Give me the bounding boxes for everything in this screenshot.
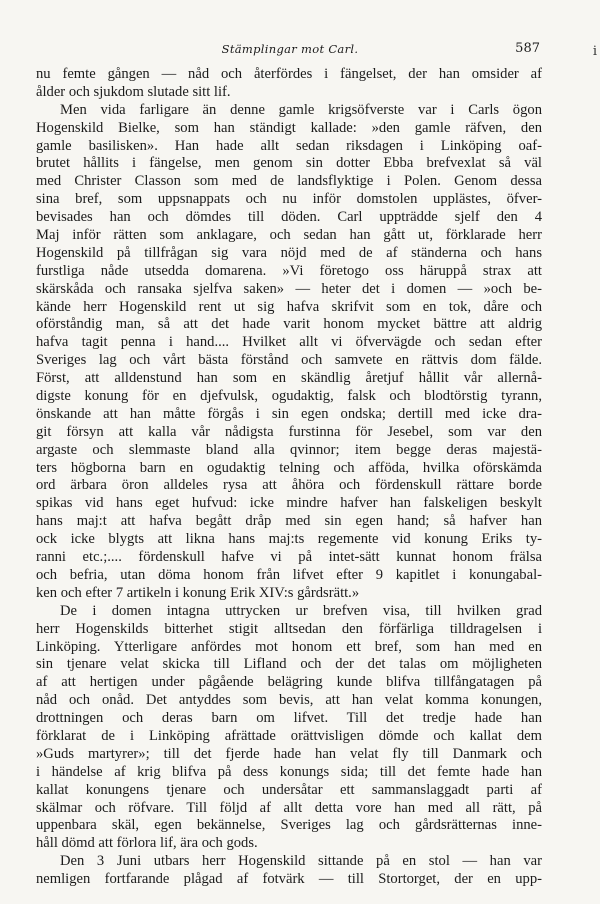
- text-line: håll dömd att förlora lif, ära och gods.: [36, 835, 258, 852]
- text-line: hafva tagit penna i hand.... Hvilket allt vi öfvervägde och sedan efter: [36, 334, 542, 351]
- text-line: Men vida farligare än denne gamle krigsöfverste var i Carls ögon: [60, 101, 542, 118]
- text-line: furstliga nåde utsedda domarena. »Vi företogo oss häruppå strax att: [36, 262, 542, 279]
- text-line: hans maj:t att hafva begått dråp med sin egen hand; så hafver han: [36, 513, 542, 530]
- text-line: förklarat de i Linköping afrättade orättvisligen dömde och kallat dem: [36, 727, 542, 744]
- text-line: Den 3 Juni utbars herr Hogenskild sittande på en stol — han var: [60, 853, 542, 870]
- text-line: ock icke blygts att likna hans maj:ts regemente vid konung Eriks ty-: [36, 531, 542, 548]
- page-number: 587: [515, 41, 540, 56]
- text-line: ranni etc.;.... fördenskull hafve vi på intet-sätt kunnat honom frälsa: [36, 549, 542, 566]
- text-line: Hogenskild på tillfrågan sig vara nöjd med de af ständerna och hans: [36, 244, 542, 261]
- text-line: Linköping. Ytterligare anfördes mot honom ett bref, som han med en: [36, 638, 542, 655]
- text-line: skälmar och röfvare. Till följd af allt detta vore han med all rätt, på: [36, 799, 542, 816]
- text-line: Maj inför rätten som anklagare, och sedan han gått ut, förklarade herr: [36, 227, 542, 244]
- text-line: gamle basilisken». Han hade allt sedan riksdagen i Linköping oaf-: [36, 137, 542, 154]
- text-line: nåd och onåd. Det antyddes som bevis, att han velat komma konungen,: [36, 692, 542, 709]
- margin-mark: i: [592, 44, 597, 59]
- text-line: ålder och sjukdom slutade sitt lif.: [36, 83, 231, 100]
- text-line: skärskåda och ransaka sjelfva saken» — heter det i domen — »och be-: [36, 280, 542, 297]
- text-line: Först, att alldenstund han som en skändlig åretjuf hållit vår allernå-: [36, 370, 542, 387]
- text-line: önskande att han måtte förgås i sin egen ondska; dertill med icke dra-: [36, 405, 542, 422]
- text-line: herr Hogenskilds bitterhet stigit alltsedan den förfärliga tilldragelsen i: [36, 620, 542, 637]
- body-text: [36, 66, 542, 889]
- text-line: af att hertigen under pågående belägring kunde blifva tillfångatagen på: [36, 674, 542, 691]
- text-line: sin tjenare velat skicka till Lifland och der det talas om möjligheten: [36, 656, 542, 673]
- text-line: brutet hållits i fängelse, men genom sin dotter Ebba brefvexlat så väl: [36, 155, 542, 172]
- text-line: i händelse af krig blifva på dess konungs sida; till det femte hade han: [36, 763, 542, 780]
- text-line: kände herr Hogenskild rent ut sig hafva skrifvit som en tok, dåre och: [36, 298, 542, 315]
- text-line: oförståndig man, så att det hade varit honom mycket bättre att aldrig: [36, 316, 542, 333]
- text-line: sina bref, som uppsnappats och nu inför domstolen upplästes, öfver-: [36, 191, 542, 208]
- text-line: Sveriges lag och vårt bästa förstånd och samvete en rättvis dom fälde.: [36, 352, 542, 369]
- text-line: och befria, utan döma honom från lifvet efter 9 kapitlet i konungabal-: [36, 566, 542, 583]
- text-line: digste konung för en djefvulsk, ogudaktig, falsk och blodtörstig tyrann,: [36, 388, 542, 405]
- text-line: argaste och slemmaste bland alla qvinnor; item begge deras majestä-: [36, 441, 542, 458]
- text-line: ken och efter 7 artikeln i konung Erik XIV:s gårdsrätt.»: [36, 584, 360, 601]
- text-line: uppenbara skäl, egen bekännelse, Sveriges lag och gårdsrätternas inne-: [36, 817, 542, 834]
- text-line: nemligen fortfarande plågad af fotvärk — till Stortorget, der en upp-: [36, 871, 542, 888]
- text-line: bevisades han och dömdes till döden. Carl uppträdde sjelf den 4: [36, 209, 542, 226]
- text-line: ters högborna barn en ogudaktig telning och afföda, hvilka oförskämda: [36, 459, 542, 476]
- running-title: Stämplingar mot Carl.: [221, 42, 359, 56]
- text-line: ord ärbara öron alldeles rysa att åhöra och fördenskull rättare borde: [36, 477, 542, 494]
- running-head: [40, 38, 540, 60]
- text-line: Hogenskild Bielke, som han ständigt kallade: »den gamle räfven, den: [36, 119, 542, 136]
- text-line: med Christer Classon som med de landsflyktige i Polen. Genom dessa: [36, 173, 542, 190]
- text-line: nu femte gången — nåd och återfördes i fängelset, der han omsider af: [36, 66, 542, 82]
- text-line: »Guds martyrer»; till det fjerde hade han velat fly till Danmark och: [36, 745, 542, 762]
- text-line: kallat konungens tjenare och undersåtar ett sammanslaggadt parti af: [36, 781, 542, 798]
- text-line: git försyn att kalla vår nådigsta furstinna för Jesebel, som var den: [36, 423, 542, 440]
- text-line: De i domen intagna uttrycken ur brefven visa, till hvilken grad: [60, 602, 542, 619]
- text-line: spikas vid hans eget hufvud: icke mindre hafver han falskeligen beskylt: [36, 495, 542, 512]
- text-line: drottningen och deras barn om lifvet. Till det tredje hade han: [36, 710, 542, 727]
